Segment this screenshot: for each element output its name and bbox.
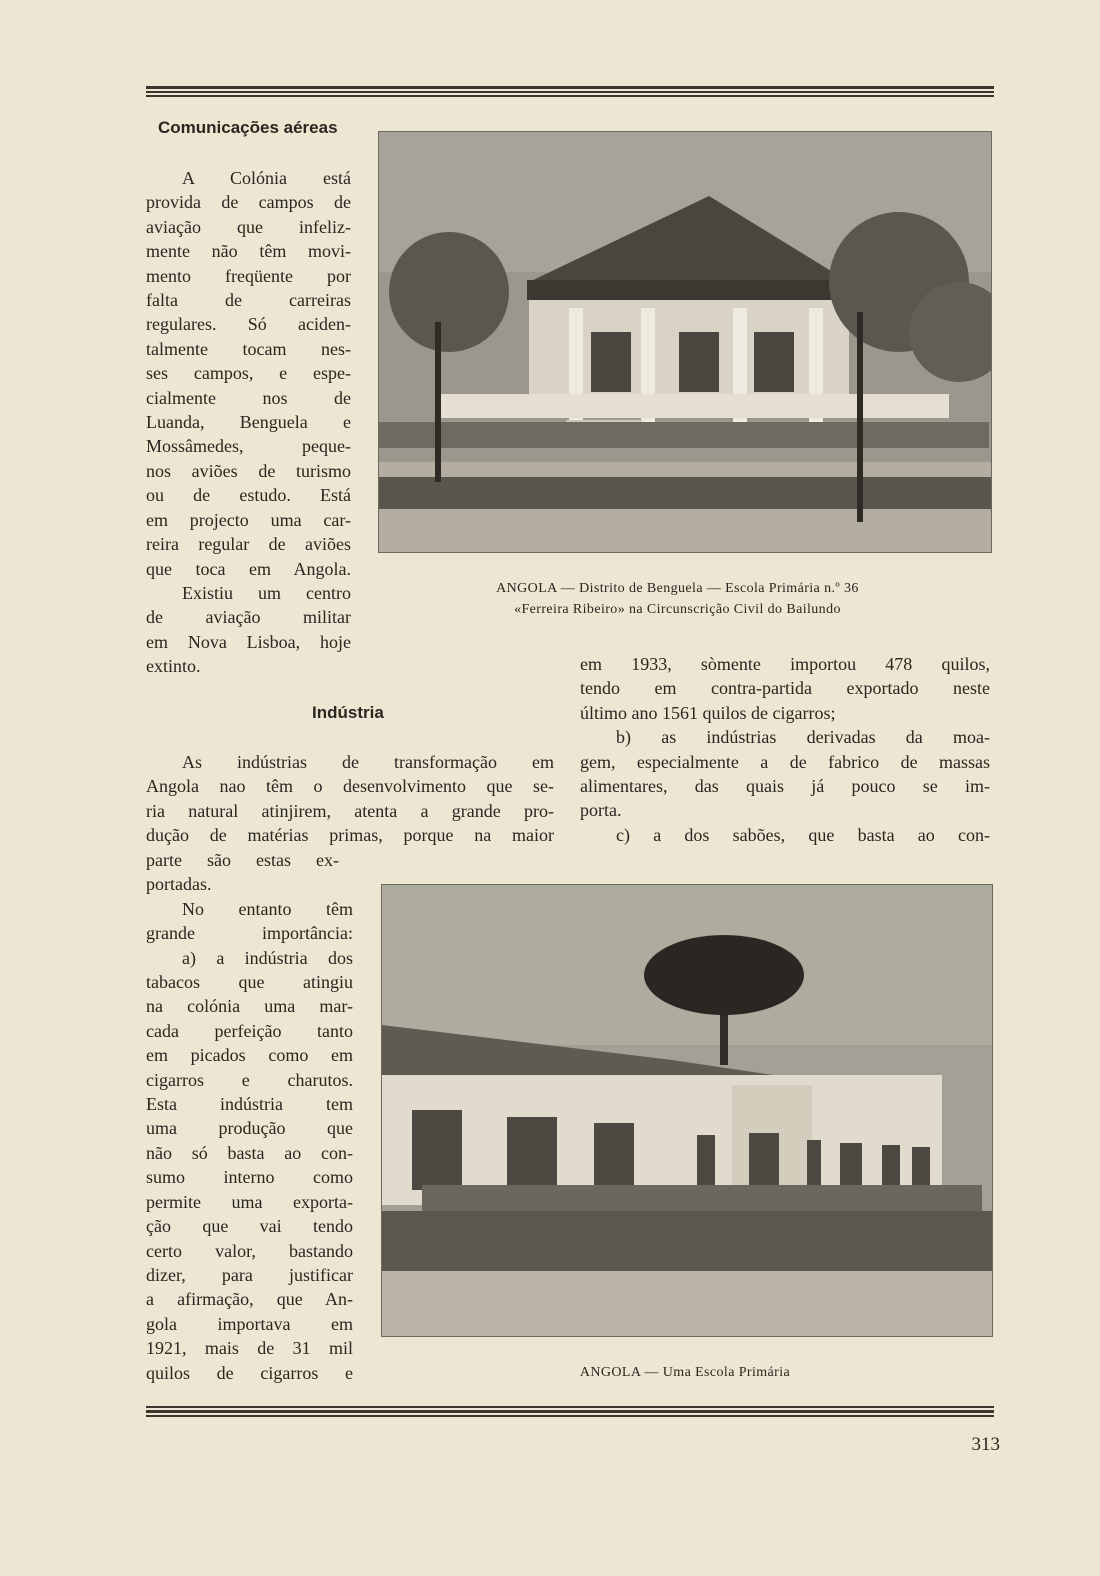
text-line: reira regular de aviões — [146, 534, 351, 555]
text-line: A Colónia está — [182, 168, 351, 188]
text-line: 1921, mais de 31 mil — [146, 1338, 353, 1359]
industry-continued-paragraph — [580, 652, 990, 847]
text-line: ou de estudo. Está — [146, 485, 351, 506]
industry-paragraph-wide — [146, 750, 554, 848]
text-line: cada perfeição tanto — [146, 1020, 353, 1041]
text-line: certo valor, bastando — [146, 1240, 353, 1261]
text-line: a afirmação, que An- — [146, 1289, 353, 1310]
school-building-image — [379, 132, 991, 552]
text-line: em projecto uma car- — [146, 509, 351, 530]
photo1-caption — [430, 578, 925, 620]
text-line: último ano 1561 quilos de cigarros; — [580, 702, 836, 723]
text-line: permite uma exporta- — [146, 1191, 353, 1212]
text-line: b) as indústrias derivadas da moa- — [616, 727, 990, 748]
section-heading-industry: Indústria — [312, 703, 384, 722]
text-line: alimentares, das quais já pouco se im- — [580, 776, 990, 797]
text-line: talmente tocam nes- — [146, 338, 351, 359]
text-line: ses campos, e espe- — [146, 363, 351, 384]
school-building-photo — [378, 131, 992, 553]
text-line: Existiu um centro — [182, 582, 351, 603]
text-line: mente não têm movi- — [146, 241, 351, 262]
text-line: provida de campos de — [146, 192, 351, 213]
aviation-paragraph — [146, 166, 351, 679]
text-line: na colónia uma mar- — [146, 996, 353, 1017]
text-line: Esta indústria tem — [146, 1094, 353, 1115]
page-number: 313 — [971, 1434, 1000, 1455]
text-line: gem, especialmente a de fabrico de massas — [580, 751, 990, 772]
text-line: portadas. — [146, 874, 212, 895]
text-line: gola importava em — [146, 1313, 353, 1334]
bottom-rule — [146, 1406, 994, 1419]
text-line: uma produção que — [146, 1118, 353, 1139]
text-line: grande importância: — [146, 923, 353, 944]
text-line: As indústrias de transformação em — [182, 752, 554, 772]
text-line: cialmente nos de — [146, 387, 351, 408]
text-line: Mossâmedes, peque- — [146, 436, 351, 457]
section-heading-aviation: Comunicações aéreas — [158, 118, 338, 137]
text-line: dução de matérias primas, porque na maior — [146, 825, 554, 846]
text-line: tabacos que atingiu — [146, 972, 353, 993]
text-line: cigarros e charutos. — [146, 1069, 353, 1090]
top-rule — [146, 86, 994, 99]
text-line: Angola nao têm o desenvolvimento que se- — [146, 776, 554, 797]
text-line: dizer, para justificar — [146, 1264, 353, 1285]
text-line: c) a dos sabões, que basta ao con- — [616, 824, 990, 845]
text-line: que toca em Angola. — [146, 558, 351, 579]
text-line: regulares. Só aciden- — [146, 314, 351, 335]
text-line: em Nova Lisboa, hoje — [146, 631, 351, 652]
primary-school-image — [382, 885, 992, 1336]
text-line: ria natural atinjirem, atenta a grande pro- — [146, 800, 554, 821]
photo1-caption-line2: «Ferreira Ribeiro» na Circunscrição Civil do Bailundo — [514, 602, 841, 617]
text-line: em 1933, sòmente importou 478 quilos, — [580, 654, 990, 674]
primary-school-photo — [381, 884, 993, 1337]
photo1-caption-line1: ANGOLA — Distrito de Benguela — Escola Primária n.º 36 — [496, 581, 859, 596]
text-line: falta de carreiras — [146, 290, 351, 311]
text-line: Luanda, Benguela e — [146, 412, 351, 433]
photo2-caption: ANGOLA — Uma Escola Primária — [579, 1365, 791, 1380]
text-line: parte são estas ex- — [146, 850, 339, 870]
text-line: No entanto têm — [182, 898, 353, 919]
text-line: extinto. — [146, 656, 201, 677]
text-line: tendo em contra-partida exportado neste — [580, 678, 990, 699]
industry-paragraph-narrow — [146, 848, 353, 1385]
text-line: de aviação militar — [146, 607, 351, 628]
text-line: aviação que infeliz- — [146, 216, 351, 237]
text-line: quilos de cigarros e — [146, 1362, 353, 1383]
text-line: nos aviões de turismo — [146, 460, 351, 481]
text-line: em picados como em — [146, 1045, 353, 1066]
text-line: não só basta ao con- — [146, 1142, 353, 1163]
text-line: sumo interno como — [146, 1167, 353, 1188]
text-line: mento freqüente por — [146, 265, 351, 286]
text-line: a) a indústria dos — [182, 947, 353, 968]
text-line: porta. — [580, 800, 622, 821]
text-line: ção que vai tendo — [146, 1216, 353, 1237]
